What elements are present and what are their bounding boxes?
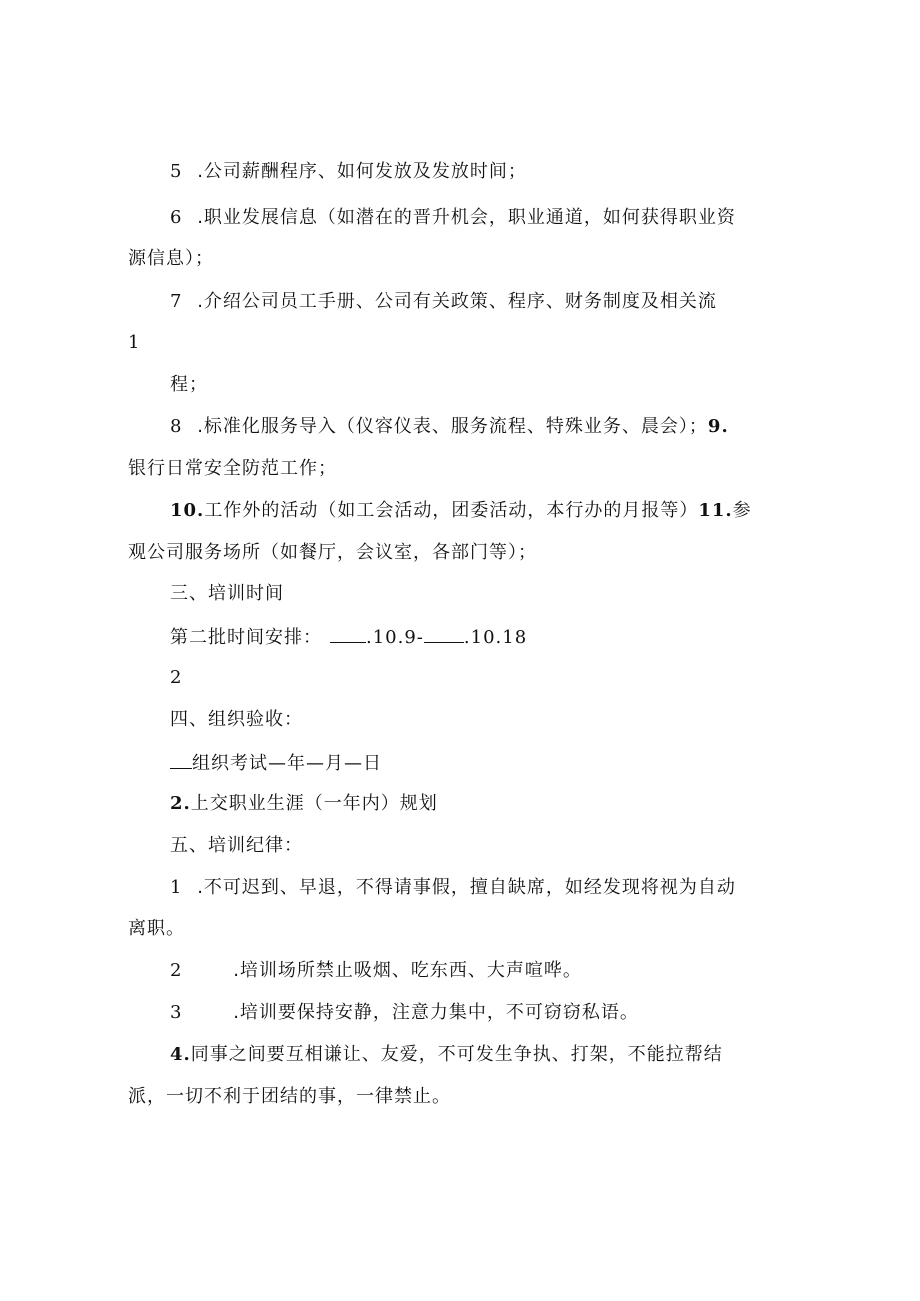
item-number: 3 [170, 1002, 183, 1023]
item-text: .职业发展信息（如潜在的晋升机会，职业通道，如何获得职业资 [197, 207, 736, 228]
item-number: 6 [170, 207, 183, 228]
exam-blank [170, 750, 192, 769]
page-marker-1: 1 [128, 332, 141, 353]
item-text: .介绍公司员工手册、公司有关政策、程序、财务制度及相关流 [197, 291, 717, 312]
item-11-number: 11. [698, 500, 733, 521]
schedule-end: .10.18 [463, 627, 528, 648]
item-6-line-2: 源信息）； [128, 248, 214, 269]
item-number: 8 [170, 416, 183, 437]
item-8-line-1 [170, 415, 729, 439]
rule-1-line-2: 离职。 [128, 918, 185, 939]
rule-text: .培训要保持安静，注意力集中，不可窃窃私语。 [233, 1002, 639, 1023]
year-blank-2 [424, 624, 464, 643]
section-5-heading: 五、培训纪律： [170, 835, 303, 856]
section-3-heading: 三、培训时间 [170, 583, 284, 604]
exam-line [170, 750, 382, 776]
item-number: 10. [170, 500, 205, 521]
rule-text: 同事之间要互相谦让、友爱，不可发生争执、打架，不能拉帮结 [190, 1044, 723, 1065]
item-7-line-2: 程； [170, 374, 208, 395]
career-plan-text: 上交职业生涯（一年内）规划 [190, 793, 438, 814]
exam-text: 组织考试—年—月—日 [192, 753, 382, 774]
schedule-line [170, 624, 527, 650]
item-9-number: 9. [707, 416, 729, 437]
item-text: 工作外的活动（如工会活动，团委活动，本行办的月报等） [204, 500, 699, 521]
rule-text: .培训场所禁止吸烟、吃东西、大声喧哗。 [233, 960, 582, 981]
rule-4-line-2: 派，一切不利于团结的事，一律禁止。 [128, 1086, 451, 1107]
item-number: 2. [170, 793, 191, 814]
item-number: 1 [170, 877, 183, 898]
item-6-line-1 [170, 206, 736, 230]
item-11-text-start: 参 [732, 500, 752, 521]
item-number: 5 [170, 161, 183, 182]
item-text: .公司薪酬程序、如何发放及发放时间； [197, 161, 527, 182]
item-10-line-1 [170, 499, 752, 523]
item-11-text: 观公司服务场所（如餐厅，会议室，各部门等）； [128, 542, 537, 563]
item-number: 7 [170, 291, 183, 312]
year-blank-1 [330, 624, 366, 643]
rule-1-line-1 [170, 876, 736, 900]
rule-4-line-1 [170, 1043, 723, 1067]
schedule-label: 第二批时间安排： [170, 627, 322, 648]
item-number: 4. [170, 1044, 191, 1065]
section-4-heading: 四、组织验收： [170, 709, 303, 730]
rule-2 [170, 959, 582, 983]
rule-text: .不可迟到、早退，不得请事假，擅自缺席，如经发现将视为自动 [197, 877, 736, 898]
item-text: .标准化服务导入（仪容仪表、服务流程、特殊业务、晨会）； [197, 416, 708, 437]
career-plan-line [170, 792, 438, 816]
item-7-line-1 [170, 290, 717, 314]
item-number: 2 [170, 960, 183, 981]
item-9-text: 银行日常安全防范工作； [128, 458, 337, 479]
page-marker-2: 2 [170, 667, 183, 688]
rule-3 [170, 1001, 639, 1025]
item-5 [170, 160, 527, 184]
schedule-start: .10.9- [366, 627, 424, 648]
